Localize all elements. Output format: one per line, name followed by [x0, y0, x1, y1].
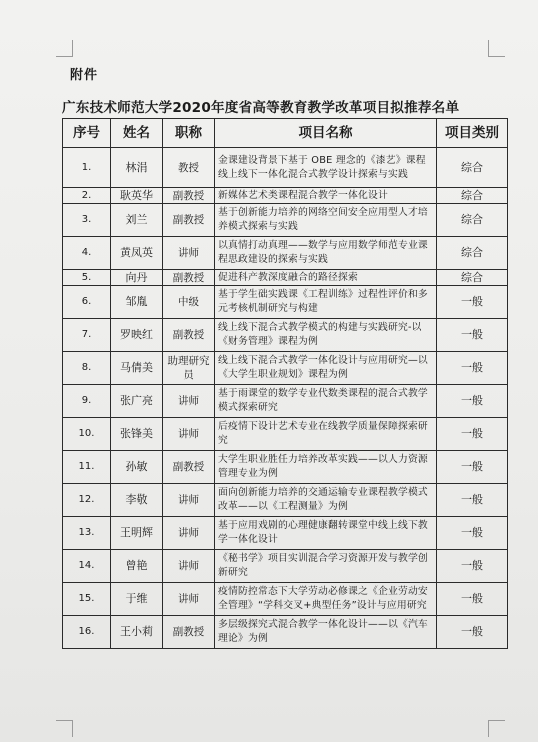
crop-mark-bottom-left	[56, 720, 73, 737]
row-number: 3.	[63, 204, 111, 237]
row-category: 综合	[437, 204, 508, 237]
table-header-row	[63, 119, 508, 148]
row-project: 基于学生础实践课《工程训练》过程性评价和多元考核机制研究与构建	[215, 286, 437, 319]
row-name: 孙敏	[111, 451, 163, 484]
row-name: 耿英华	[111, 188, 163, 204]
row-name: 李敬	[111, 484, 163, 517]
row-name: 黄凤英	[111, 237, 163, 270]
row-title: 副教授	[163, 204, 215, 237]
table-row	[63, 270, 508, 286]
table-row	[63, 583, 508, 616]
row-name: 林涓	[111, 148, 163, 188]
table-row	[63, 237, 508, 270]
row-name: 向丹	[111, 270, 163, 286]
row-project: 后疫情下设计艺术专业在线教学质量保障探索研究	[215, 418, 437, 451]
table-row	[63, 385, 508, 418]
row-category: 综合	[437, 270, 508, 286]
header-name: 姓名	[111, 119, 163, 148]
row-number: 12.	[63, 484, 111, 517]
table-row	[63, 204, 508, 237]
table-row	[63, 451, 508, 484]
row-number: 15.	[63, 583, 111, 616]
row-category: 一般	[437, 484, 508, 517]
row-project: 面向创新能力培养的交通运输专业课程教学模式改革——以《工程测量》为例	[215, 484, 437, 517]
row-title: 副教授	[163, 188, 215, 204]
row-title: 助理研究员	[163, 352, 215, 385]
row-category: 综合	[437, 188, 508, 204]
row-project: 疫情防控常态下大学劳动必修课之《企业劳动安全管理》“学科交叉+典型任务”设计与应用研究	[215, 583, 437, 616]
row-project: 线上线下混合式教学一体化设计与应用研究—以《大学生职业规划》课程为例	[215, 352, 437, 385]
row-category: 一般	[437, 385, 508, 418]
row-name: 曾艳	[111, 550, 163, 583]
row-project: 多层级探究式混合教学一体化设计——以《汽车理论》为例	[215, 616, 437, 649]
table-row	[63, 550, 508, 583]
row-number: 8.	[63, 352, 111, 385]
row-category: 一般	[437, 550, 508, 583]
row-number: 10.	[63, 418, 111, 451]
row-name: 刘兰	[111, 204, 163, 237]
row-title: 副教授	[163, 616, 215, 649]
header-no: 序号	[63, 119, 111, 148]
row-name: 张锋美	[111, 418, 163, 451]
row-category: 一般	[437, 286, 508, 319]
row-title: 副教授	[163, 270, 215, 286]
row-project: 线上线下混合式教学模式的构建与实践研究-以《财务管理》课程为例	[215, 319, 437, 352]
crop-mark-top-left	[56, 40, 73, 57]
row-number: 5.	[63, 270, 111, 286]
row-title: 讲师	[163, 418, 215, 451]
row-number: 9.	[63, 385, 111, 418]
row-project: 基于创新能力培养的网络空间安全应用型人才培养模式探索与实践	[215, 204, 437, 237]
row-name: 于维	[111, 583, 163, 616]
row-number: 1.	[63, 148, 111, 188]
row-name: 邹胤	[111, 286, 163, 319]
table-row	[63, 352, 508, 385]
row-number: 11.	[63, 451, 111, 484]
row-project: 基于雨课堂的数学专业代数类课程的混合式教学模式探索研究	[215, 385, 437, 418]
row-project: 《秘书学》项目实训混合学习资源开发与教学创新研究	[215, 550, 437, 583]
row-number: 16.	[63, 616, 111, 649]
row-category: 一般	[437, 352, 508, 385]
table-row	[63, 286, 508, 319]
row-title: 讲师	[163, 385, 215, 418]
row-project: 以真情打动真理——数学与应用数学师范专业课程思政建设的探索与实践	[215, 237, 437, 270]
row-title: 中级	[163, 286, 215, 319]
header-project: 项目名称	[215, 119, 437, 148]
row-title: 副教授	[163, 319, 215, 352]
row-number: 14.	[63, 550, 111, 583]
table-row	[63, 188, 508, 204]
row-number: 7.	[63, 319, 111, 352]
row-number: 6.	[63, 286, 111, 319]
row-name: 张广亮	[111, 385, 163, 418]
row-project: 新媒体艺术类课程混合教学一体化设计	[215, 188, 437, 204]
row-number: 2.	[63, 188, 111, 204]
crop-mark-bottom-right	[488, 720, 505, 737]
header-category: 项目类别	[437, 119, 508, 148]
row-title: 讲师	[163, 583, 215, 616]
row-category: 一般	[437, 517, 508, 550]
row-category: 综合	[437, 237, 508, 270]
row-category: 一般	[437, 418, 508, 451]
recommendation-table	[62, 118, 508, 649]
table-row	[63, 319, 508, 352]
row-title: 讲师	[163, 550, 215, 583]
row-name: 王明辉	[111, 517, 163, 550]
header-title: 职称	[163, 119, 215, 148]
row-project: 基于应用戏剧的心理健康翻转课堂中线上线下教学一体化设计	[215, 517, 437, 550]
table-row	[63, 418, 508, 451]
row-category: 一般	[437, 583, 508, 616]
row-name: 罗映红	[111, 319, 163, 352]
crop-mark-top-right	[488, 40, 505, 57]
row-title: 讲师	[163, 517, 215, 550]
row-project: 金课建设背景下基于 OBE 理念的《漆艺》课程线上线下一体化混合式教学设计探索与实践	[215, 148, 437, 188]
row-number: 4.	[63, 237, 111, 270]
row-title: 讲师	[163, 484, 215, 517]
row-category: 综合	[437, 148, 508, 188]
row-category: 一般	[437, 319, 508, 352]
row-project: 大学生职业胜任力培养改革实践——以人力资源管理专业为例	[215, 451, 437, 484]
row-name: 王小莉	[111, 616, 163, 649]
row-number: 13.	[63, 517, 111, 550]
table-row	[63, 484, 508, 517]
row-category: 一般	[437, 616, 508, 649]
table-row	[63, 517, 508, 550]
row-category: 一般	[437, 451, 508, 484]
document-title: 广东技术师范大学2020年度省高等教育教学改革项目拟推荐名单	[62, 100, 460, 116]
row-title: 讲师	[163, 237, 215, 270]
attachment-label: 附件	[70, 68, 99, 83]
row-project: 促进科产教深度融合的路径探索	[215, 270, 437, 286]
row-title: 教授	[163, 148, 215, 188]
table-row	[63, 148, 508, 188]
row-title: 副教授	[163, 451, 215, 484]
table-row	[63, 616, 508, 649]
row-name: 马倩美	[111, 352, 163, 385]
